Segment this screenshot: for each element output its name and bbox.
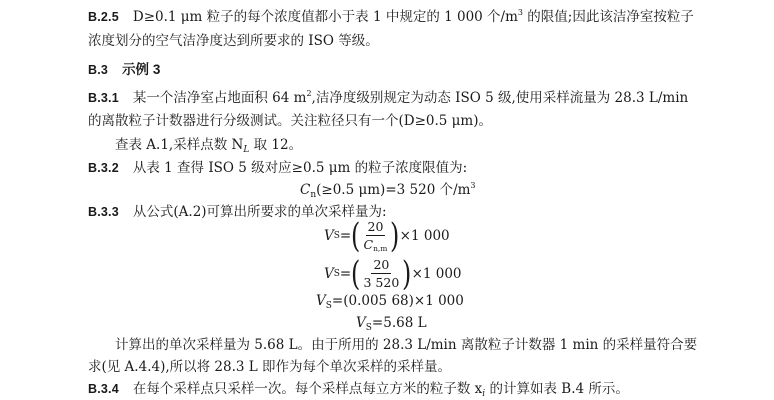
fraction [362,258,402,290]
clause-text: 查表 A.1,采样点数 N [115,137,244,153]
equals-sign: = [339,228,352,244]
clause-text: 在每个采样点只采样一次。每个采样点每立方米的粒子数 x [132,381,483,397]
left-paren: ( [351,254,361,294]
section-title: 示例 3 [122,62,161,77]
formula-sample-volume-result [356,314,427,332]
superscript: 3 [470,181,476,190]
clause-number: B.3.2 [88,161,119,175]
formula-symbol: V [356,315,366,331]
fraction [362,220,390,252]
formula-text: =(0.005 68)×1 000 [331,293,464,309]
formula-concentration-limit [300,181,476,199]
subscript: n,m [373,244,388,253]
formula-symbol: V [324,228,334,244]
superscript: 3 [517,8,523,17]
clause-text: D≥0.1 μm 粒子的每个浓度值都小于表 1 中规定的 1 000 个/m [132,9,518,25]
equals-sign: = [339,266,352,282]
clause-b34-line1 [88,380,629,398]
paragraph-text: 求(见 A.4.4),所以将 28.3 L 即作为每个单次采样的采样量。 [88,359,452,375]
clause-number: B.3.1 [88,91,119,105]
formula-tail: ×1 000 [399,228,450,244]
clause-b33-para-line1 [115,336,697,354]
clause-text: 浓度划分的空气洁净度达到所要求的 ISO 等级。 [88,33,379,49]
subscript: n [310,190,317,200]
formula-symbol: V [316,293,326,309]
formula-sample-volume-computed [316,292,464,310]
formula-text: =5.68 L [371,315,427,331]
subscript: L [243,145,250,155]
clause-b31-line1 [88,89,688,107]
clause-text-tail: 的计算如表 B.4 所示。 [485,381,629,397]
fraction-group [351,254,412,294]
clause-number: B.3.3 [88,205,119,219]
formula-sample-volume-general: V S = ( $\frac{20}{C_{n,m}}$ ) ×1 000 [324,216,450,256]
fraction-group [351,216,400,256]
clause-b33-para-line2 [88,358,451,376]
clause-number: B.2.5 [88,10,119,24]
superscript: 2 [306,89,312,98]
formula-symbol: V [324,266,334,282]
clause-text-tail: ,洁净度级别规定为动态 ISO 5 级,使用采样流量为 28.3 L/min [311,90,689,106]
formula-symbol: C [300,182,311,198]
clause-b31-line3 [115,136,302,154]
clause-text-tail: 的限值;因此该洁净室按粒子 [523,9,694,25]
clause-b25-line2 [88,32,379,50]
formula-sample-volume-substituted: V S = ( $\frac{20}{3 520}$ ) ×1 000 [324,254,462,294]
fraction-numerator: 20 [373,257,390,272]
subscript: i [482,389,486,399]
clause-text-tail: 取 12。 [249,137,303,153]
formula-text: (≥0.5 μm)=3 520 个/m [316,182,471,198]
clause-b31-line2 [88,112,492,130]
subscript: S [365,323,372,333]
subscript: S [325,301,332,311]
left-paren: ( [351,216,361,256]
clause-text: 某一个洁净室占地面积 64 m [132,90,307,106]
fraction-denominator: 3 520 [363,275,400,290]
denominator-symbol: C [363,237,374,252]
clause-b25-line1 [88,8,694,26]
fraction-denominator [362,236,390,252]
section-number: B.3 [88,63,109,77]
paragraph-text: 计算出的单次采样量为 5.68 L。由于所用的 28.3 L/min 离散粒子计数器 1 min 的采样量符合要 [115,337,698,353]
section-b3-heading [88,61,160,79]
right-paren: ) [390,216,400,256]
clause-text: 从公式(A.2)可算出所要求的单次采样量为: [132,204,387,220]
fraction-numerator: 20 [367,219,384,234]
clause-text: 从表 1 查得 ISO 5 级对应≥0.5 μm 的粒子浓度限值为: [132,160,468,176]
clause-number: B.3.4 [88,382,119,396]
formula-tail: ×1 000 [411,266,462,282]
clause-b32-line1 [88,159,467,177]
right-paren: ) [402,254,412,294]
clause-text: 的离散粒子计数器进行分级测试。关注粒径只有一个(D≥0.5 μm)。 [88,113,493,129]
